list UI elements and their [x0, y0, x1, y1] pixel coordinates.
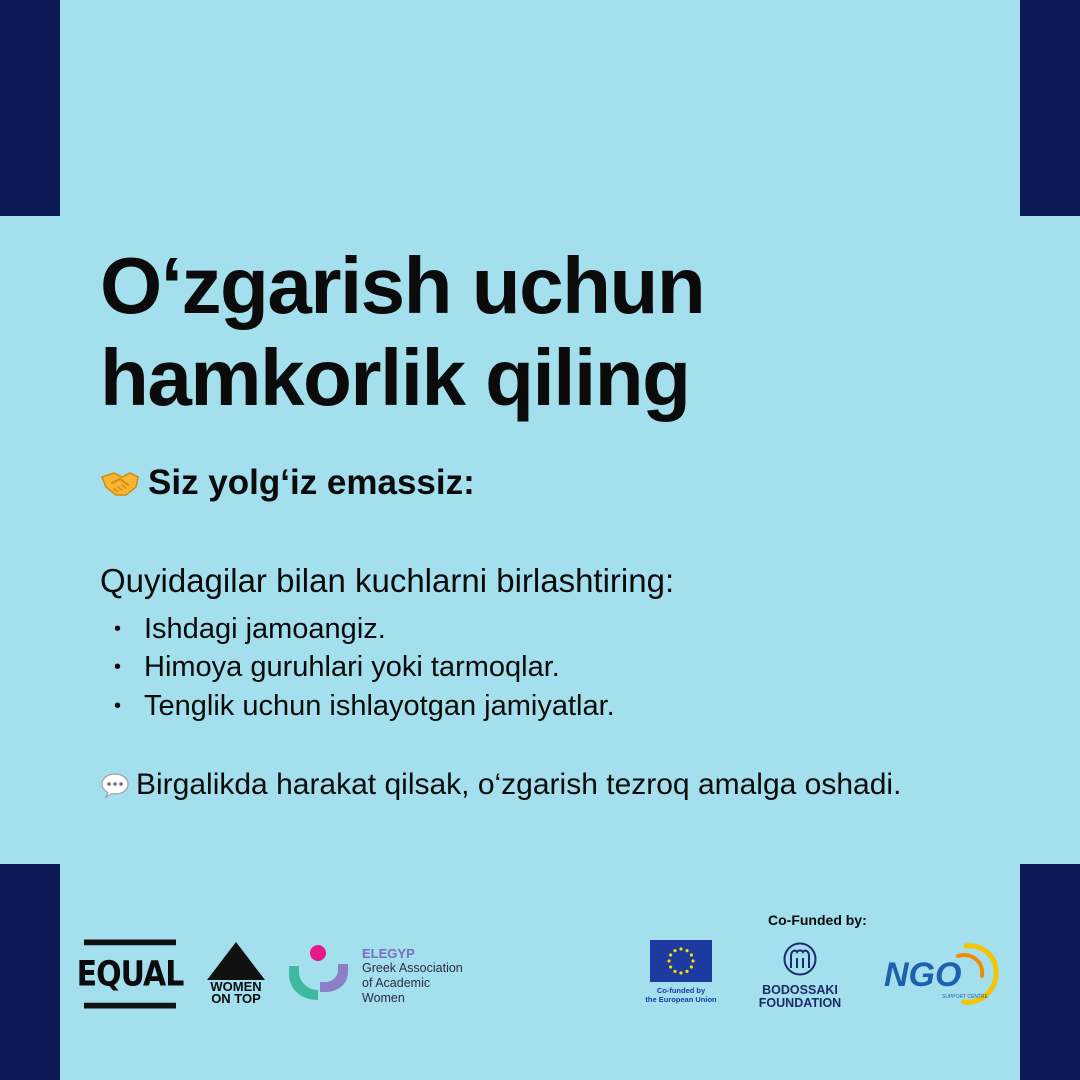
- women-on-top-logo: [204, 942, 268, 1008]
- list-item-text: Himoya guruhlari yoki tarmoqlar.: [144, 651, 560, 684]
- list-item: [114, 610, 615, 649]
- ngo-support-centre-logo: [884, 940, 1004, 1008]
- corner-block-bottom-right: [1020, 864, 1080, 1080]
- bullet-dot: •: [114, 656, 122, 679]
- elegyp-name: ELEGYP: [362, 946, 415, 961]
- elegyp-line-2: of Academic: [362, 976, 431, 990]
- intro-text: Quyidagilar bilan kuchlarni birlashtiring:: [100, 562, 675, 599]
- page-title: [100, 240, 980, 424]
- corner-block-bottom-left: [0, 864, 60, 1080]
- corner-block-top-left: [0, 0, 60, 216]
- ngo-logo-text: NGO: [884, 956, 962, 994]
- title-line-1: O‘zgarish uchun: [100, 241, 705, 330]
- subheading-text: Siz yolg‘iz emassiz:: [148, 463, 475, 502]
- women-on-top-line-2: ON TOP: [211, 991, 261, 1006]
- eu-caption-line-1: Co-funded by: [656, 986, 706, 995]
- triangle-icon: [207, 942, 265, 980]
- equal-logo-text: EQUAL: [76, 953, 184, 995]
- women-on-top-line-1: WOMEN: [210, 979, 262, 994]
- elegyp-text: [362, 946, 463, 1006]
- closing-line: [100, 768, 901, 802]
- subheading: [100, 463, 475, 503]
- bodossaki-line-2: FOUNDATION: [758, 996, 842, 1010]
- corner-block-top-right: [1020, 0, 1080, 216]
- list-item: [114, 687, 615, 726]
- handshake-icon: [100, 467, 140, 499]
- women-on-top-text: [204, 981, 268, 1005]
- elegyp-line-1: Greek Association: [362, 961, 463, 975]
- list-item-text: Ishdagi jamoangiz.: [144, 612, 386, 645]
- cofunded-label: Co-Funded by:: [768, 912, 867, 928]
- bullet-list: [114, 610, 615, 726]
- ngo-sub-text: SUPPORT CENTRE: [942, 994, 988, 1000]
- bullet-dot: •: [114, 617, 122, 640]
- closing-text: Birgalikda harakat qilsak, o‘zgarish tezroq amalga oshadi.: [136, 768, 902, 801]
- elegyp-line-3: Women: [362, 991, 405, 1005]
- eu-logo: [640, 940, 722, 1004]
- elegyp-logo-mark: [286, 944, 352, 1002]
- bodossaki-line-1: BODOSSAKI: [762, 983, 838, 997]
- bodossaki-emblem-icon: [782, 942, 818, 976]
- title-line-2: hamkorlik qiling: [100, 333, 690, 422]
- bullet-dot: •: [114, 694, 122, 717]
- eu-caption: [640, 986, 722, 1004]
- equal-logo: [76, 940, 184, 1009]
- eu-flag-icon: [650, 940, 712, 982]
- list-item-text: Tenglik uchun ishlayotgan jamiyatlar.: [144, 689, 615, 722]
- speech-bubble-icon: [100, 771, 130, 799]
- bodossaki-text: [748, 984, 852, 1010]
- bodossaki-logo: [748, 942, 852, 1010]
- list-item: [114, 649, 615, 688]
- eu-caption-line-2: the European Union: [645, 995, 717, 1004]
